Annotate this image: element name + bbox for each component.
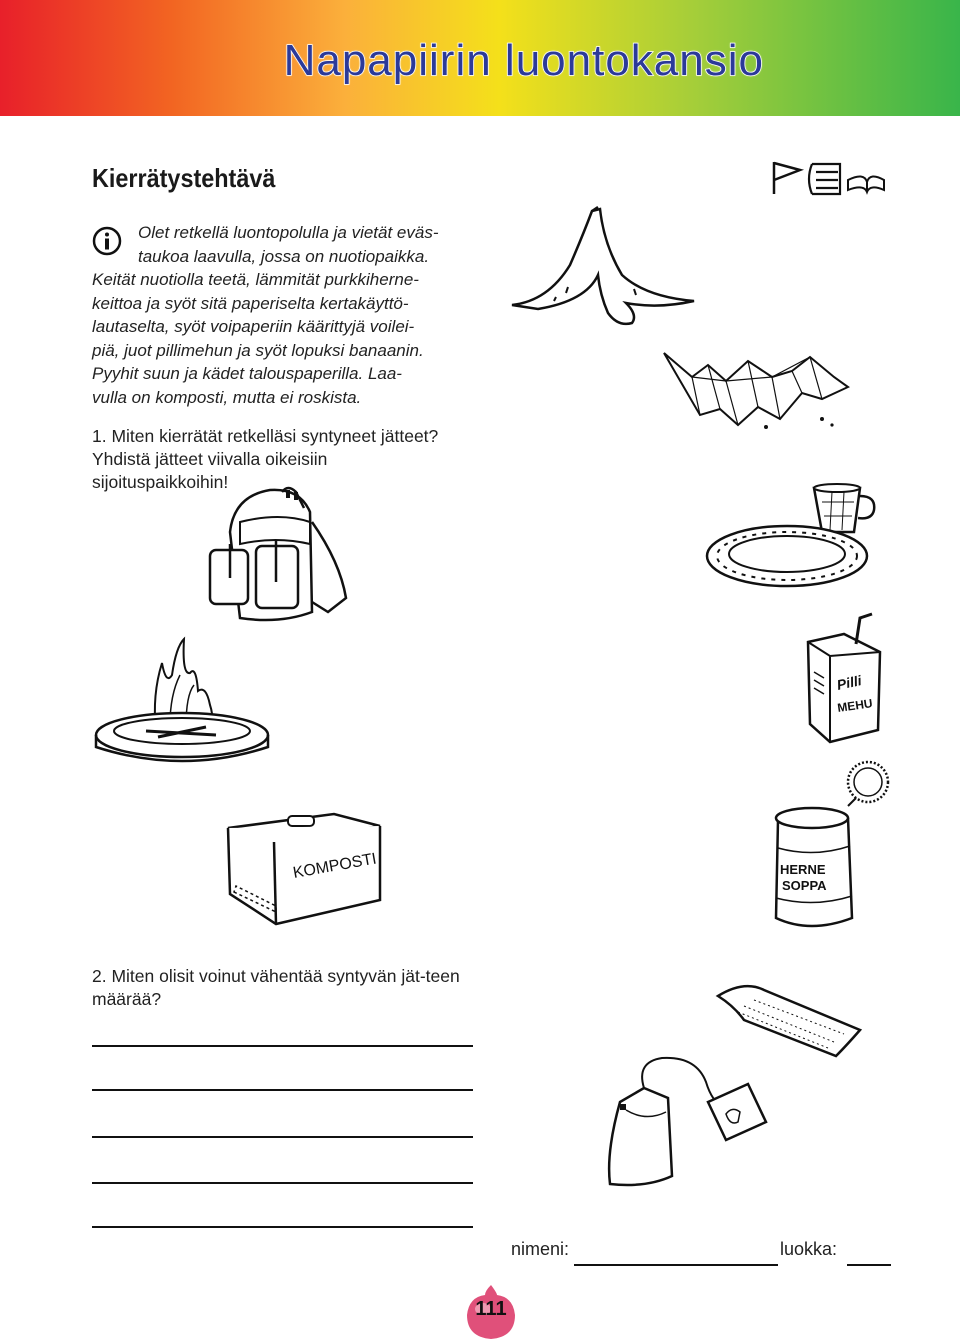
crumpled-paper-illustration[interactable] (662, 347, 852, 435)
can-label-1: HERNE (780, 862, 826, 877)
tea-bag-illustration[interactable] (596, 1052, 784, 1194)
compost-label: KOMPOSTI (291, 850, 378, 882)
intro-text (92, 221, 502, 409)
intro-line: Olet retkellä luontopolulla ja vietät eväs- (138, 223, 439, 242)
class-input-line[interactable] (847, 1264, 891, 1266)
intro-line: keittoa ja syöt sitä paperiselta kertakäyttö- (92, 293, 409, 313)
banana-peel-illustration[interactable] (508, 205, 698, 327)
intro-line: vulla on komposti, mutta ei roskista. (92, 387, 362, 407)
intro-line: Pyyhit suun ja kädet talouspaperilla. Laa- (92, 364, 402, 383)
paper-plate-illustration[interactable] (704, 522, 870, 590)
page-header-title: Napapiirin luontokansio (283, 36, 764, 85)
intro-line: piä, juot pillimehun ja syöt lopuksi banaanin. (92, 340, 424, 360)
page-number: 111 (475, 1298, 507, 1320)
section-title: Kierrätystehtävä (92, 163, 276, 193)
juice-label-2: MEHU (836, 696, 874, 715)
intro-line: taukoa laavulla, jossa on nuotiopaikka. (138, 246, 430, 266)
question-1: 1. Miten kierrätät retkelläsi syntyneet jätteet? Yhdistä jätteet viivalla oikeisiin sijoituspaikkoihin! (92, 426, 439, 492)
can-label-2: SOPPA (782, 878, 827, 893)
activity-icons (768, 158, 886, 196)
intro-line: Keität nuotiolla teetä, lämmität purkkiherne- (92, 270, 419, 289)
answer-line[interactable] (92, 1136, 473, 1138)
paper-towel-illustration[interactable] (714, 976, 864, 1062)
name-label: nimeni: (511, 1239, 570, 1259)
flag-icon (774, 162, 800, 194)
backpack-illustration[interactable] (200, 482, 350, 628)
compost-bin-illustration[interactable] (224, 808, 384, 930)
open-book-icon (848, 176, 884, 192)
answer-line[interactable] (92, 1089, 473, 1091)
books-icon (809, 164, 840, 194)
name-input-line[interactable] (574, 1264, 778, 1266)
intro-line: lautaselta, syöt voipaperiin käärittyjä voilei- (92, 317, 415, 336)
campfire-illustration[interactable] (86, 635, 278, 775)
juice-carton-illustration[interactable] (804, 612, 884, 744)
answer-line[interactable] (92, 1226, 473, 1228)
answer-line[interactable] (92, 1182, 473, 1184)
answer-line[interactable] (92, 1045, 473, 1047)
question-2: 2. Miten olisit voinut vähentää syntyvän jät-teen määrää? (92, 966, 460, 1009)
class-label: luokka: (780, 1239, 838, 1259)
soup-can-illustration[interactable] (764, 758, 894, 936)
juice-label-1: Pilli (835, 672, 863, 693)
